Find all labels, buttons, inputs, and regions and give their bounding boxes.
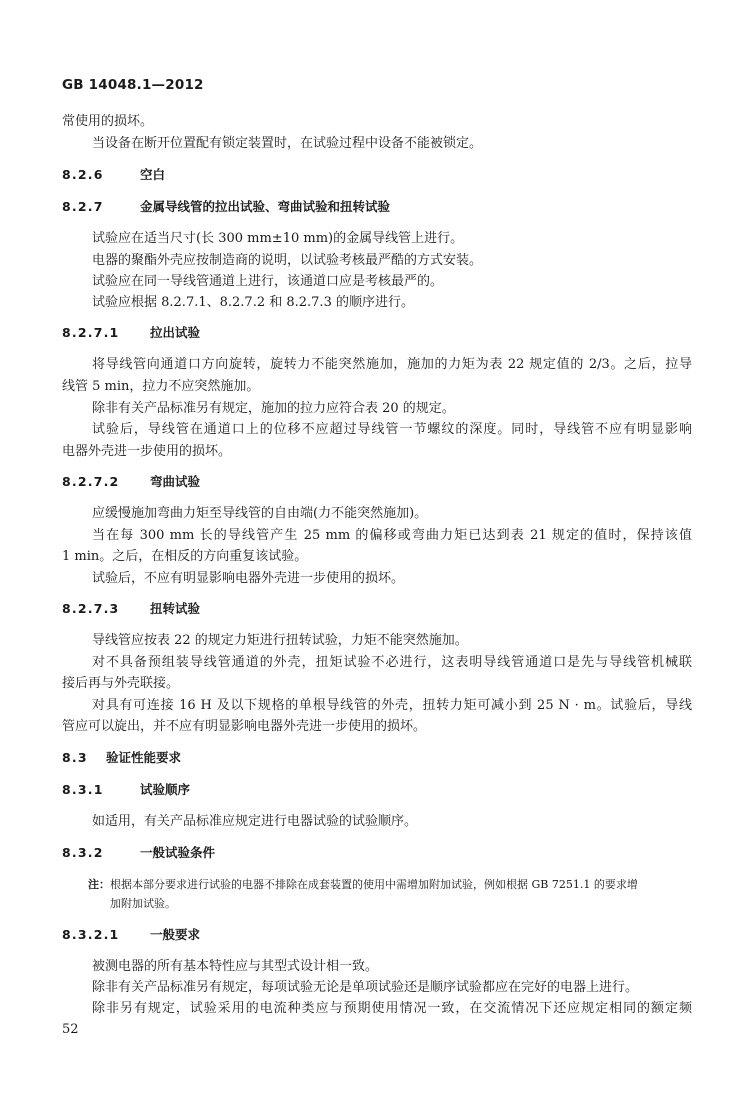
section-heading-8-2-6 xyxy=(62,167,165,183)
paragraph-lock-device: 当设备在断开位置配有锁定装置时，在试验过程中设备不能被锁定。 xyxy=(92,136,483,151)
paragraph-8272-3: 试验后，不应有明显影响电器外壳进一步使用的损坏。 xyxy=(92,571,405,586)
note-label: 注： xyxy=(88,878,110,891)
section-number: 8.3 xyxy=(62,750,88,765)
section-heading-8-2-7 xyxy=(62,199,390,215)
paragraph-8321-2: 除非有关产品标准另有规定，每项试验无论是单项试验还是顺序试验都应在完好的电器上进行。 xyxy=(92,980,639,995)
section-title: 一般要求 xyxy=(150,927,201,942)
page-number: 52 xyxy=(62,1022,79,1037)
paragraph-831-1: 如适用，有关产品标准应规定进行电器试验的试验顺序。 xyxy=(92,814,418,829)
note-line2: 加附加试验。 xyxy=(110,897,176,910)
paragraph-8272-2-line2: 1 min。之后，在相反的方向重复该试验。 xyxy=(62,549,308,564)
paragraph-8271-3-line2: 电器外壳进一步使用的损坏。 xyxy=(62,444,232,459)
paragraph-827-2: 电器的聚酯外壳应按制造商的说明，以试验考核最严酷的方式安装。 xyxy=(92,253,483,268)
section-heading-8-3-1 xyxy=(62,782,190,798)
section-number: 8.2.7.2 xyxy=(62,474,120,489)
paragraph-8273-3-line2: 管应可以旋出，并不应有明显影响电器外壳进一步使用的损坏。 xyxy=(62,719,427,734)
page-header-standard-number: GB 14048.1—2012 xyxy=(62,77,204,93)
section-heading-8-3-2 xyxy=(62,845,215,861)
section-number: 8.2.7.3 xyxy=(62,601,120,616)
paragraph-827-3: 试验应在同一导线管通道上进行，该通道口应是考核最严的。 xyxy=(92,274,444,289)
paragraph-8321-1: 被测电器的所有基本特性应与其型式设计相一致。 xyxy=(92,959,379,974)
section-title: 空白 xyxy=(140,167,166,182)
section-heading-8-2-7-1 xyxy=(62,325,200,341)
section-number: 8.3.2.1 xyxy=(62,927,120,942)
paragraph-827-4: 试验应根据 8.2.7.1、8.2.7.2 和 8.2.7.3 的顺序进行。 xyxy=(92,295,414,310)
section-number: 8.3.2 xyxy=(62,845,104,860)
paragraph-8273-2-line1: 对不具备预组装导线管通道的外壳，扭矩试验不必进行，这表明导线管通道口是先与导线管机械联 xyxy=(92,655,692,670)
paragraph-8273-1: 导线管应按表 22 的规定力矩进行扭转试验，力矩不能突然施加。 xyxy=(92,633,468,648)
section-title: 一般试验条件 xyxy=(140,845,216,860)
paragraph-8321-3: 除非另有规定，试验采用的电流种类应与预期使用情况一致，在交流情况下还应规定相同的额定频 xyxy=(92,1001,692,1016)
section-title: 拉出试验 xyxy=(150,325,201,340)
section-title: 金属导线管的拉出试验、弯曲试验和扭转试验 xyxy=(140,199,391,214)
note-text: 根据本部分要求进行试验的电器不排除在成套装置的使用中需增加附加试验，例如根据 GB 7251.1 的要求增 xyxy=(110,878,638,891)
section-heading-8-2-7-3 xyxy=(62,601,200,617)
section-title: 试验顺序 xyxy=(140,782,191,797)
section-number: 8.2.7 xyxy=(62,199,104,214)
section-number: 8.3.1 xyxy=(62,782,104,797)
paragraph-8272-1: 应缓慢施加弯曲力矩至导线管的自由端(力不能突然施加)。 xyxy=(92,506,428,521)
section-title: 扭转试验 xyxy=(150,601,201,616)
paragraph-8271-3-line1: 试验后，导线管在通道口上的位移不应超过导线管一节螺纹的深度。同时，导线管不应有明显影响 xyxy=(92,422,692,437)
paragraph-827-1: 试验应在适当尺寸(长 300 mm±10 mm)的金属导线管上进行。 xyxy=(92,231,464,246)
paragraph-8271-1-line2: 线管 5 min，拉力不应突然施加。 xyxy=(62,379,260,394)
paragraph-continuation: 常使用的损坏。 xyxy=(62,114,154,129)
paragraph-8271-1-line1: 将导线管向通道口方向旋转，旋转力不能突然施加，施加的力矩为表 22 规定值的 2/3。之后，拉导 xyxy=(92,357,692,372)
note-line1 xyxy=(88,877,688,892)
section-number: 8.2.6 xyxy=(62,167,104,182)
paragraph-8271-2: 除非有关产品标准另有规定，施加的拉力应符合表 20 的规定。 xyxy=(92,401,455,416)
section-title: 验证性能要求 xyxy=(106,750,182,765)
section-title: 弯曲试验 xyxy=(150,474,201,489)
section-heading-8-2-7-2 xyxy=(62,474,200,490)
section-heading-8-3 xyxy=(62,750,181,766)
paragraph-8273-2-line2: 接后再与外壳联接。 xyxy=(62,676,180,691)
section-heading-8-3-2-1 xyxy=(62,927,200,943)
section-number: 8.2.7.1 xyxy=(62,325,120,340)
paragraph-8272-2-line1: 当在每 300 mm 长的导线管产生 25 mm 的偏移或弯曲力矩已达到表 21 规定的值时，保持该值 xyxy=(92,528,692,543)
paragraph-8273-3-line1: 对具有可连接 16 H 及以下规格的单根导线管的外壳，扭转力矩可减小到 25 N · m。试验后，导线 xyxy=(92,698,692,713)
